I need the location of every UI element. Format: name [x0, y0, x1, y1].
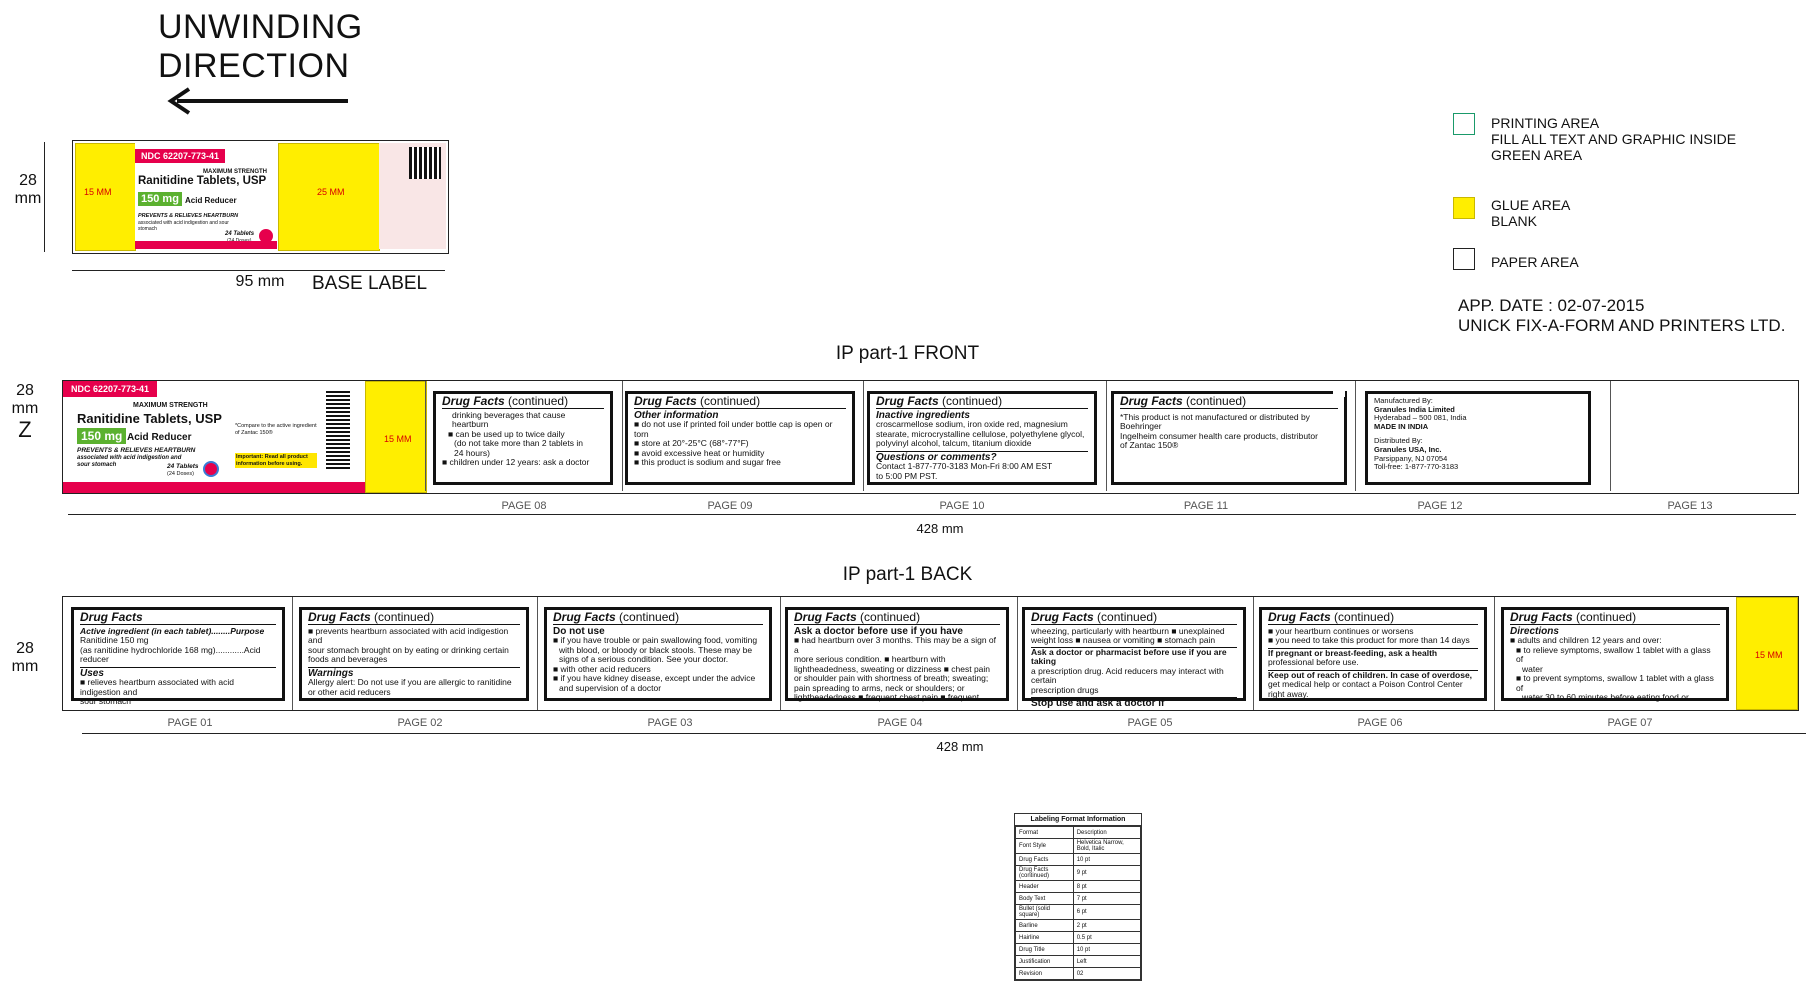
- p05-line: weight loss ■ nausea or vomiting ■ stomach pain: [1031, 635, 1216, 645]
- front-glue: [365, 381, 427, 493]
- base-strength: 150 mg: [138, 192, 182, 206]
- p07-title: Drug Facts: [1510, 610, 1573, 624]
- base-label: [72, 140, 449, 254]
- back-title: IP part-1 BACK: [842, 564, 973, 585]
- unwinding-line2: DIRECTION: [158, 47, 350, 85]
- front-product-name: Ranitidine Tablets, USP: [77, 411, 222, 426]
- legend-paper: PAPER AREA: [1491, 254, 1579, 270]
- p10-line: to 5:00 PM PST.: [876, 470, 938, 481]
- front-pill-logo: [203, 461, 219, 477]
- p01-line: Ranitidine 150 mg: [80, 635, 149, 645]
- legend-printing-swatch: [1453, 113, 1475, 135]
- front-height-value: 28: [16, 382, 34, 399]
- p04-line: lightheadedness ■ frequent chest pain ■ frequent: [794, 692, 980, 702]
- base-barcode-panel: [379, 143, 446, 249]
- p11-cont: (continued): [1186, 394, 1247, 408]
- front-strength: 150 mg: [77, 428, 126, 444]
- p06-cont: (continued): [1334, 610, 1395, 624]
- drug-facts-page-04: [785, 607, 1009, 701]
- format-table-row: [1016, 866, 1141, 881]
- format-table-cell: 7 pt: [1073, 893, 1140, 905]
- base-height-dim: [10, 172, 46, 208]
- p01-subheading-2: Uses: [80, 667, 276, 679]
- p08-line: ■ children under 12 years: ask a doctor: [442, 457, 590, 467]
- legend-printing: [1491, 115, 1736, 163]
- legend-glue: [1491, 197, 1570, 229]
- p12-line: Parsippany, NJ 07054: [1374, 453, 1448, 463]
- p03-cont: (continued): [619, 610, 680, 624]
- p10-line: stearate, microcrystalline cellulose, polyethylene glycol,: [876, 428, 1085, 439]
- p03-line: ■ if you have kidney disease, except under the advice: [553, 673, 756, 683]
- base-acid-reducer: Acid Reducer: [185, 196, 237, 205]
- format-table-cell: Justification: [1016, 956, 1074, 968]
- format-table-row: [1016, 881, 1141, 893]
- spacer: [1333, 391, 1345, 397]
- front-important: Important: Read all product information before using.: [235, 453, 317, 468]
- back-page-label: PAGE 03: [647, 717, 693, 729]
- base-product-name: Ranitidine Tablets, USP: [138, 175, 267, 187]
- format-table-cell: Revision: [1016, 968, 1074, 980]
- format-table-cell: Format: [1016, 827, 1074, 839]
- p04-line: ■ had heartburn over 3 months. This may be a sign of a: [794, 635, 997, 655]
- drug-facts-page-02: [299, 607, 529, 701]
- p06-line: Keep out of reach of children. In case of overdose,: [1268, 670, 1478, 681]
- p10-subheading: Inactive ingredients: [876, 409, 970, 421]
- p05-cont: (continued): [1097, 610, 1158, 624]
- p08-line: 24 hours): [454, 447, 490, 458]
- p01-line: sour stomach: [80, 696, 132, 706]
- format-table-cell: Barline: [1016, 920, 1074, 932]
- p04-line: Ask a doctor before use if you have: [794, 625, 963, 637]
- p10-line: polyvinyl alcohol, talcum, titanium dioxide: [876, 438, 1032, 448]
- p08-line: ■ can be used up to twice daily: [448, 428, 565, 439]
- back-page-label: PAGE 07: [1607, 717, 1653, 729]
- front-page-label: PAGE 09: [707, 500, 753, 512]
- front-divider: [1610, 381, 1611, 491]
- p02-title: Drug Facts: [308, 610, 371, 624]
- p12-line: Toll-free: 1-877-770-3183: [1374, 462, 1459, 472]
- format-table-row: [1016, 944, 1141, 956]
- p03-title: Drug Facts: [553, 610, 616, 624]
- legend-paper-swatch: [1453, 248, 1475, 270]
- unwinding-line1: UNWINDING: [158, 8, 363, 46]
- front-cover-panel: [63, 381, 365, 493]
- p03-line: and supervision of a doctor: [559, 682, 662, 693]
- front-page-label: PAGE 08: [501, 500, 547, 512]
- back-page-label: PAGE 06: [1357, 717, 1403, 729]
- p06-line: If pregnant or breast-feeding, ask a health: [1268, 648, 1478, 659]
- left-arrow-icon: [165, 86, 350, 116]
- legend-printing-line3: GREEN AREA: [1491, 147, 1583, 163]
- format-table-row: [1016, 968, 1141, 980]
- back-divider: [292, 597, 293, 710]
- front-ndc: NDC 62207-773-41: [63, 381, 157, 397]
- p07-line: ■ to relieve symptoms, swallow 1 tablet with a glass of: [1516, 644, 1711, 664]
- front-glue-label: 15 MM: [384, 434, 412, 444]
- base-label-caption: BASE LABEL: [312, 273, 428, 294]
- front-strip: [62, 380, 1799, 494]
- front-acid-reducer: Acid Reducer: [127, 432, 192, 443]
- p03-line: ■ if you have trouble or pain swallowing food, vomiting: [553, 635, 758, 645]
- p05-line: Ask a doctor or pharmacist before use if you are taking: [1031, 647, 1237, 667]
- format-table-cell: Body Text: [1016, 893, 1074, 905]
- front-width-line: [68, 514, 1796, 515]
- p09-line: ■ this product is sodium and sugar free: [634, 457, 781, 467]
- format-table-cell: Drug Facts (continued): [1016, 866, 1074, 881]
- p06-line: ■ you need to take this product for more than 14 days: [1268, 635, 1470, 645]
- qr-code-icon: [409, 147, 441, 179]
- format-table-cell: 6 pt: [1073, 905, 1140, 920]
- front-width-label: 428 mm: [916, 521, 964, 536]
- drug-facts-page-10: [867, 391, 1097, 485]
- p10-cont: (continued): [942, 394, 1003, 408]
- p07-line: water 30 to 60 minutes before eating food or: [1522, 692, 1689, 702]
- back-divider: [1253, 597, 1254, 710]
- p07-line: water: [1522, 663, 1543, 674]
- back-glue-label: 15 MM: [1755, 650, 1783, 660]
- p09-cont: (continued): [700, 394, 761, 408]
- front-divider: [1106, 381, 1107, 491]
- base-glue-right: [278, 143, 380, 251]
- p02-subheading-2: Warnings: [308, 667, 520, 679]
- front-assoc: associated with acid indigestion and sour stomach: [77, 455, 182, 468]
- base-width-label: 95 mm: [235, 273, 285, 290]
- base-glue-right-label: 25 MM: [317, 187, 345, 197]
- p12-line: Granules USA, Inc.: [1374, 444, 1442, 454]
- p04-cont: (continued): [860, 610, 921, 624]
- p12-line: MADE IN INDIA: [1374, 421, 1429, 431]
- format-table-row: [1016, 905, 1141, 920]
- p04-line: or shoulder pain with shortness of breath; sweating;: [794, 673, 989, 683]
- p10-subheading-2: Questions or comments?: [876, 451, 1088, 463]
- format-table-cell: Drug Title: [1016, 944, 1074, 956]
- format-table-cell: 2 pt: [1073, 920, 1140, 932]
- back-page-label: PAGE 05: [1127, 717, 1173, 729]
- p04-line: pain spreading to arms, neck or shoulders; or: [794, 682, 965, 693]
- p12-line: Hyderabad – 500 081, India: [1374, 413, 1467, 423]
- p09-line: ■ do not use if printed foil under bottle cap is open or torn: [634, 419, 833, 439]
- p03-line: signs of a serious condition. See your doctor.: [559, 654, 729, 664]
- base-label-art: [135, 143, 277, 249]
- legend-printing-line1: PRINTING AREA: [1491, 115, 1600, 131]
- p08-line: drinking beverages that cause heartburn: [452, 409, 566, 429]
- format-table-cell: Left: [1073, 956, 1140, 968]
- drug-facts-page-05: [1022, 607, 1246, 709]
- format-table-cell: Description: [1073, 827, 1140, 839]
- p09-subheading: Other information: [634, 409, 719, 421]
- p10-line: croscarmellose sodium, iron oxide red, magnesium: [876, 419, 1068, 429]
- back-height-dim: [8, 640, 42, 676]
- p09-line: ■ store at 20°-25°C (68°-77°F): [634, 438, 749, 448]
- company-name: UNICK FIX-A-FORM AND PRINTERS LTD.: [1458, 316, 1786, 335]
- p01-line: (as ranitidine hydrochloride 168 mg)............Acid reducer: [80, 644, 261, 664]
- base-height-unit: mm: [14, 190, 42, 207]
- p02-line: foods and beverages: [308, 654, 388, 664]
- p01-title: Drug Facts: [80, 613, 276, 625]
- p11-title: Drug Facts: [1120, 394, 1183, 408]
- p07-line: ■ to prevent symptoms, swallow 1 tablet with a glass of: [1516, 673, 1714, 693]
- p08-cont: (continued): [508, 394, 569, 408]
- p06-line: get medical help or contact a Poison Control Center right away.: [1268, 679, 1463, 699]
- p06-line: ■ your heartburn continues or worsens: [1268, 625, 1414, 636]
- front-divider: [1355, 381, 1356, 491]
- drug-facts-page-08: [433, 391, 613, 485]
- base-prevents: PREVENTS & RELIEVES HEARTBURN: [138, 213, 239, 219]
- p05-line: prescription drugs: [1031, 684, 1099, 695]
- legend-glue-swatch: [1453, 197, 1475, 219]
- p05-line: Stop use and ask a doctor if: [1031, 697, 1237, 709]
- barcode-icon: [326, 391, 350, 469]
- labeling-format-table: [1014, 813, 1142, 981]
- format-table-cell: 10 pt: [1073, 854, 1140, 866]
- p08-title: Drug Facts: [442, 394, 505, 408]
- p07-cont: (continued): [1576, 610, 1637, 624]
- base-max-strength: MAXIMUM STRENGTH: [203, 169, 267, 175]
- p03-line: Do not use: [553, 625, 605, 637]
- back-width-line: [82, 733, 1806, 734]
- p05-line: a prescription drug. Acid reducers may interact with certain: [1031, 665, 1224, 685]
- p04-line: lightheadedness, sweating or dizziness ■ chest pain: [794, 663, 991, 674]
- drug-facts-page-09: [625, 391, 855, 485]
- p02-line: sour stomach brought on by eating or drinking certain: [308, 644, 509, 655]
- p03-line: ■ with other acid reducers: [553, 663, 651, 674]
- back-page-label: PAGE 04: [877, 717, 923, 729]
- back-height-unit: mm: [11, 658, 39, 675]
- back-divider: [537, 597, 538, 710]
- format-table-cell: 10 pt: [1073, 944, 1140, 956]
- p06-line: professional before use.: [1268, 657, 1359, 667]
- p12-line: Distributed By:: [1374, 436, 1423, 446]
- base-pink-band: [135, 241, 277, 249]
- drug-facts-page-07: [1501, 607, 1729, 701]
- p03-line: with blood, or bloody or black stools. These may be: [559, 644, 753, 655]
- back-page-label: PAGE 02: [397, 717, 443, 729]
- back-page-label: PAGE 01: [167, 717, 213, 729]
- format-table-row: [1016, 827, 1141, 839]
- p12-line: Granules India Limited: [1374, 404, 1455, 414]
- front-z-mark: Z: [18, 417, 32, 442]
- p07-line: ■ adults and children 12 years and over:: [1510, 635, 1662, 645]
- p01-line: ■ relieves heartburn associated with acid indigestion and: [80, 677, 234, 697]
- format-table-row: [1016, 839, 1141, 854]
- base-assoc: associated with acid indigestion and sour stomach: [138, 220, 229, 232]
- front-page-label: PAGE 11: [1183, 500, 1229, 512]
- format-table-row: [1016, 932, 1141, 944]
- legend-glue-line1: GLUE AREA: [1491, 197, 1571, 213]
- base-height-line: [44, 142, 45, 252]
- drug-facts-page-01: [71, 607, 285, 706]
- format-table-row: [1016, 893, 1141, 905]
- drug-facts-page-06: [1259, 607, 1487, 701]
- back-divider: [1494, 597, 1495, 710]
- p11-line: of Zantac 150®: [1120, 440, 1179, 450]
- back-width-label: 428 mm: [936, 739, 984, 754]
- p02-line: ■ prevents heartburn associated with acid indigestion and: [308, 625, 509, 645]
- format-table-cell: Hairline: [1016, 932, 1074, 944]
- p04-title: Drug Facts: [794, 610, 857, 624]
- format-table-title: Labeling Format Information: [1015, 814, 1141, 826]
- front-pink-band: [63, 482, 365, 493]
- front-title: IP part-1 FRONT: [835, 343, 980, 364]
- base-count: 24 Tablets: [225, 231, 255, 237]
- format-table-row: [1016, 920, 1141, 932]
- format-table-cell: Header: [1016, 881, 1074, 893]
- back-divider: [780, 597, 781, 710]
- p05-line: wheezing, particularly with heartburn ■ unexplained: [1031, 625, 1225, 636]
- p02-line: or other acid reducers: [308, 686, 391, 697]
- front-page-label: PAGE 12: [1417, 500, 1463, 512]
- front-max-strength: MAXIMUM STRENGTH: [133, 402, 208, 409]
- p02-line: Allergy alert: Do not use if you are allergic to ranitidine: [308, 677, 512, 687]
- front-divider: [863, 381, 864, 491]
- base-width-line: [72, 270, 445, 271]
- legend-printing-line2: FILL ALL TEXT AND GRAPHIC INSIDE: [1491, 131, 1737, 147]
- format-table-cell: 0.5 pt: [1073, 932, 1140, 944]
- front-compare: *Compare to the active ingredient of Zantac 150®: [235, 423, 317, 436]
- format-table-cell: 8 pt: [1073, 881, 1140, 893]
- p04-line: more serious condition. ■ heartburn with: [794, 654, 946, 664]
- front-count: 24 Tablets: [167, 463, 199, 470]
- format-table-cell: Bullet (solid square): [1016, 905, 1074, 920]
- p10-title: Drug Facts: [876, 394, 939, 408]
- p05-title: Drug Facts: [1031, 610, 1094, 624]
- format-table-cell: Drug Facts: [1016, 854, 1074, 866]
- p11-line: Ingelheim consumer health care products, distributor: [1120, 430, 1318, 441]
- p07-subheading: Directions: [1510, 625, 1559, 637]
- front-divider: [425, 381, 426, 491]
- back-strip: [62, 596, 1799, 711]
- format-table-grid: [1015, 826, 1141, 980]
- base-ndc: NDC 62207-773-41: [135, 149, 225, 163]
- legend-glue-line2: BLANK: [1491, 213, 1537, 229]
- p10-line: Contact 1-877-770-3183 Mon-Fri 8:00 AM EST: [876, 461, 1053, 471]
- manufacturer-info-page-12: [1365, 391, 1591, 485]
- format-table-cell: Helvetica Narrow, Bold, Italic: [1073, 839, 1140, 854]
- unwinding-heading: [158, 8, 363, 86]
- front-page-label: PAGE 10: [939, 500, 985, 512]
- back-height-value: 28: [16, 640, 34, 657]
- front-doses: (24 Doses): [167, 471, 194, 477]
- back-glue: [1736, 597, 1798, 710]
- app-date: APP. DATE : 02-07-2015: [1458, 296, 1645, 315]
- base-height-value: 28: [19, 172, 37, 189]
- base-glue-left: [75, 143, 136, 251]
- front-divider: [622, 381, 623, 491]
- front-page-label: PAGE 13: [1667, 500, 1713, 512]
- p12-line: Manufactured By:: [1374, 396, 1433, 405]
- base-glue-left-label: 15 MM: [84, 187, 112, 197]
- p06-title: Drug Facts: [1268, 610, 1331, 624]
- p02-cont: (continued): [374, 610, 435, 624]
- back-divider: [1017, 597, 1018, 710]
- front-prevents: PREVENTS & RELIEVES HEARTBURN: [77, 447, 196, 454]
- p11-line: *This product is not manufactured or distributed by Boehringer: [1120, 411, 1310, 431]
- front-height-dim: [8, 382, 42, 442]
- p08-line: (do not take more than 2 tablets in: [454, 438, 583, 448]
- format-table-row: [1016, 854, 1141, 866]
- drug-facts-page-03: [544, 607, 772, 701]
- p09-title: Drug Facts: [634, 394, 697, 408]
- format-table-cell: Font Style: [1016, 839, 1074, 854]
- format-table-cell: 02: [1073, 968, 1140, 980]
- p09-line: ■ avoid excessive heat or humidity: [634, 447, 765, 458]
- drug-facts-page-11: [1111, 391, 1347, 485]
- format-table-cell: 9 pt: [1073, 866, 1140, 881]
- format-table-row: [1016, 956, 1141, 968]
- front-height-unit: mm: [11, 400, 39, 417]
- p01-subheading: Active ingredient (in each tablet)........Purpose: [80, 625, 265, 636]
